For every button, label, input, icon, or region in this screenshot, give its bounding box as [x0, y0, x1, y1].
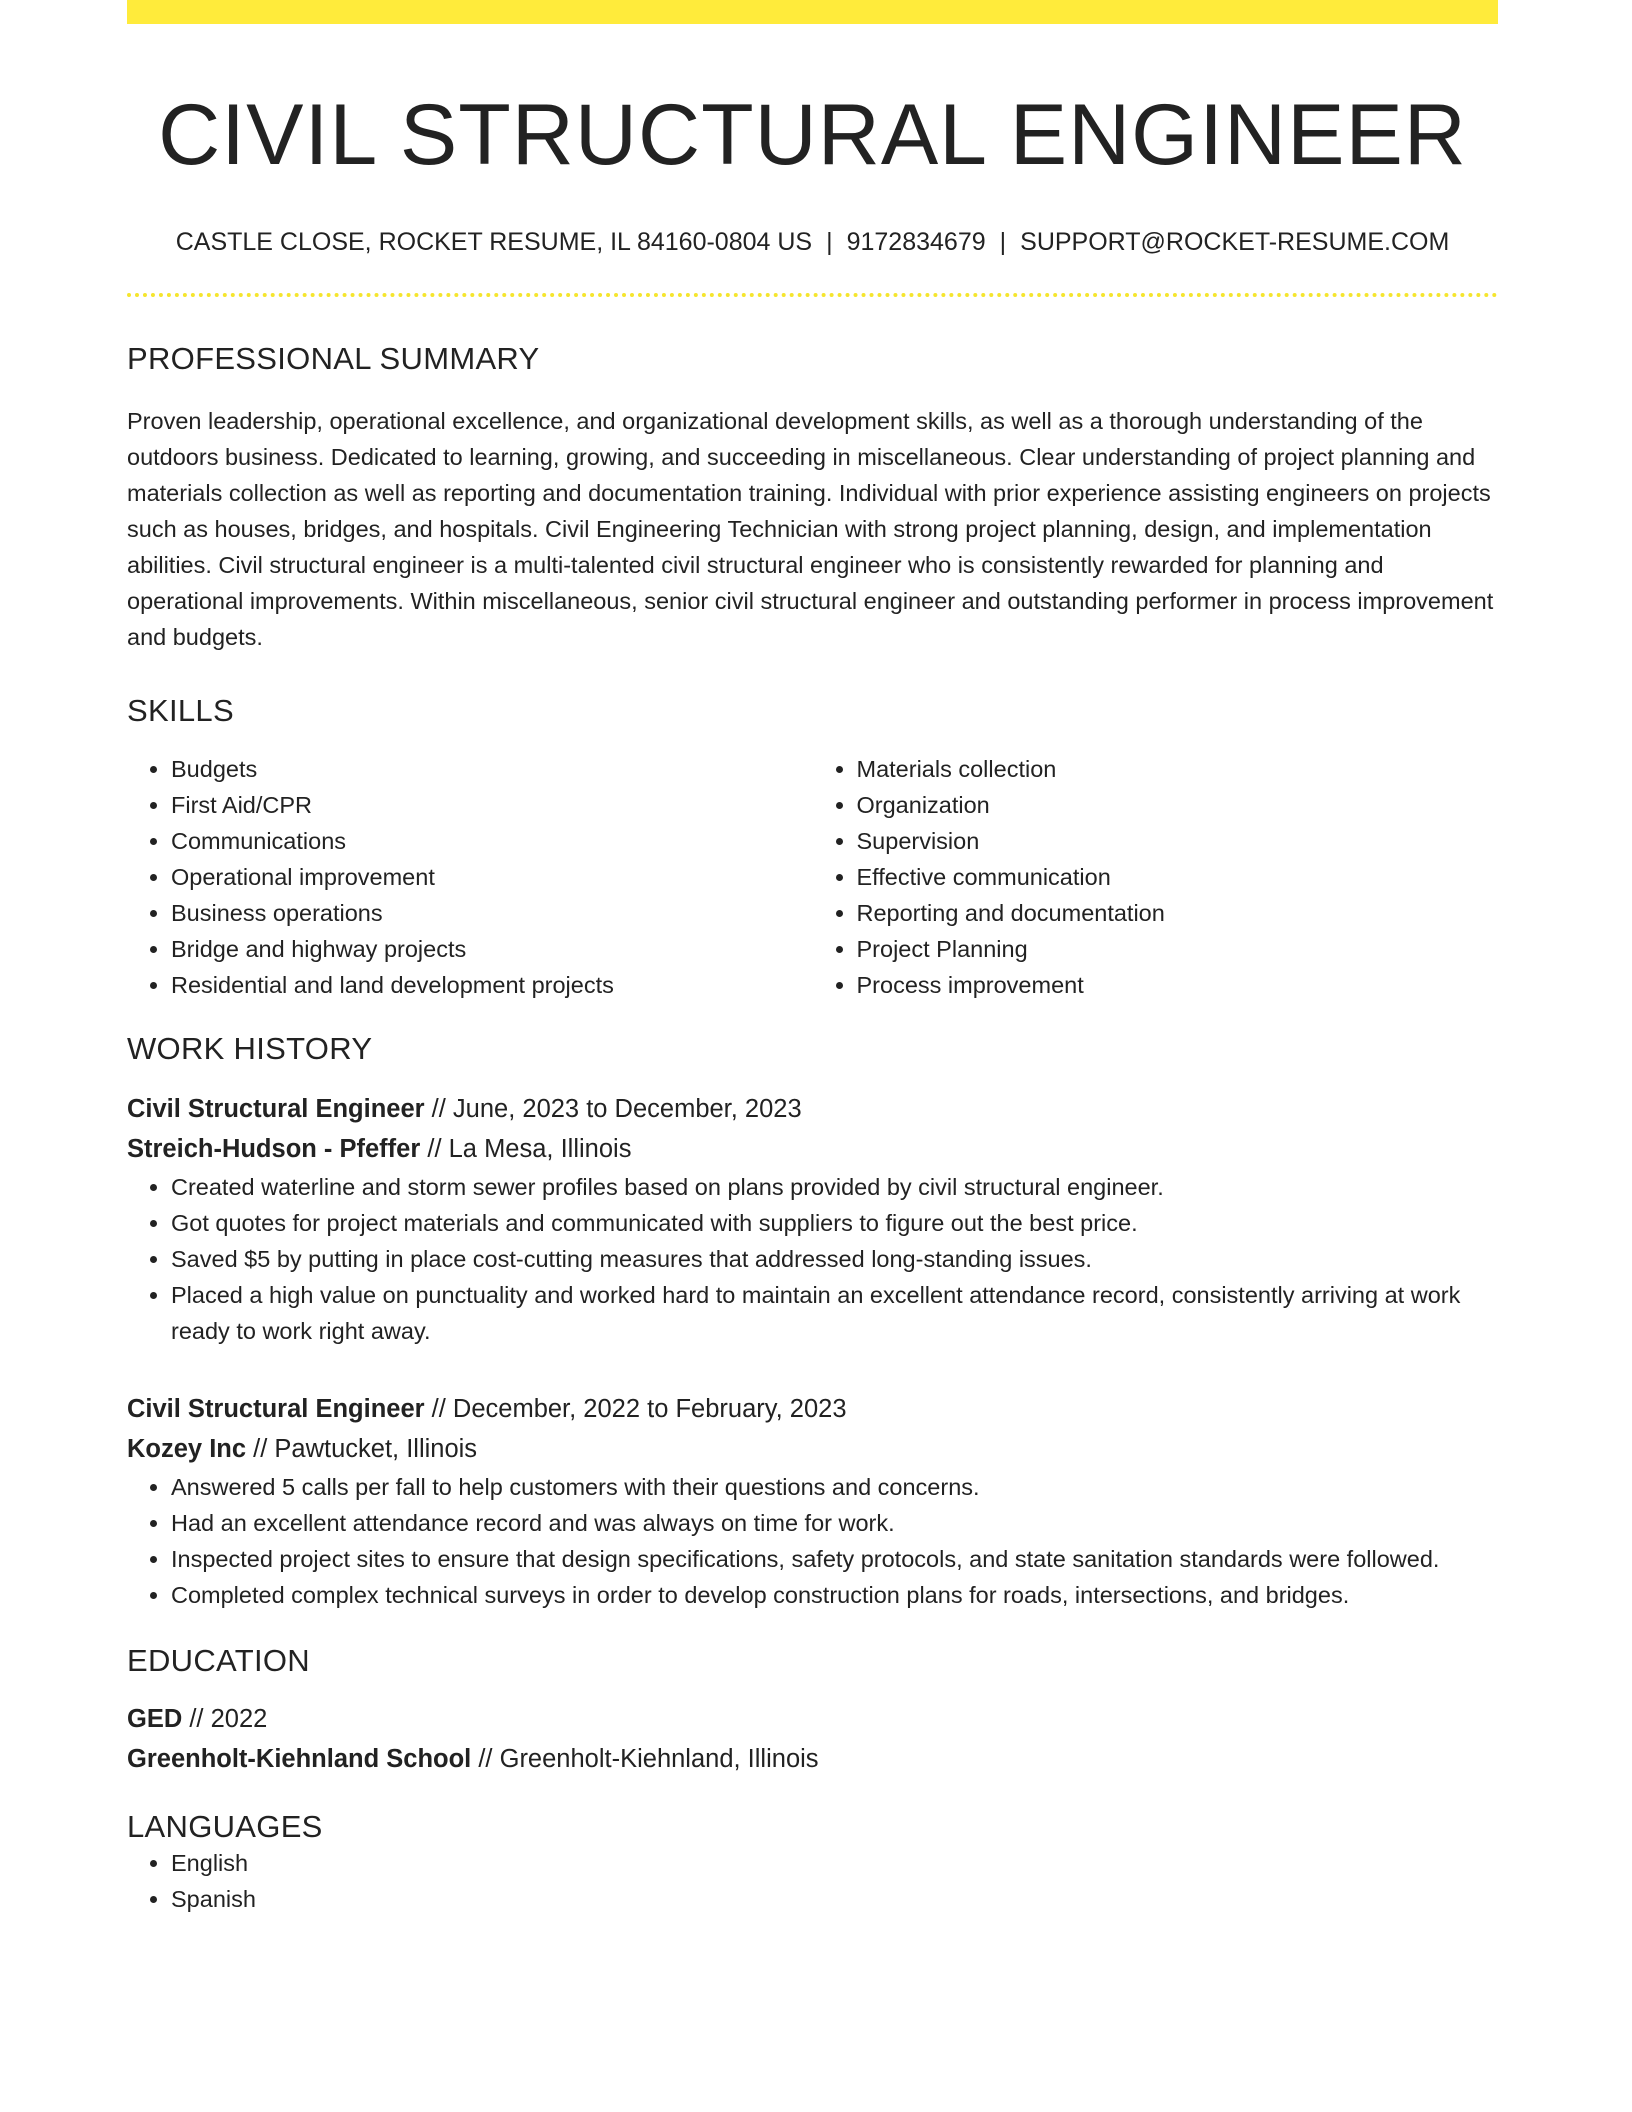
education-location: // Greenholt-Kiehnland, Illinois: [471, 1745, 819, 1774]
skill-item: • Operational improvement: [171, 859, 813, 895]
contact-separator: |: [999, 228, 1007, 257]
job-bullet: • Inspected project sites to ensure that design specifications, safety protocols, and state sanitation standards were followed.: [171, 1541, 1498, 1577]
contact-email: SUPPORT@ROCKET-RESUME.COM: [1020, 228, 1450, 257]
contact-address: CASTLE CLOSE, ROCKET RESUME, IL 84160-0804 US: [175, 228, 813, 257]
skill-item: • Organization: [857, 787, 1499, 823]
education-school: Greenholt-Kiehnland School: [127, 1745, 472, 1774]
skill-item: • Reporting and documentation: [857, 895, 1499, 931]
job-role: Civil Structural Engineer: [127, 1395, 425, 1424]
languages-list: [127, 1845, 1498, 1917]
section-title-summary: PROFESSIONAL SUMMARY: [127, 341, 540, 377]
language-item: • Spanish: [171, 1881, 1498, 1917]
education-entry: [127, 1699, 1498, 1779]
job-bullet: • Created waterline and storm sewer profiles based on plans provided by civil structural engineer.: [171, 1169, 1498, 1205]
contact-phone: 9172834679: [846, 228, 986, 257]
skill-item: • Supervision: [857, 823, 1499, 859]
education-year: // 2022: [182, 1705, 268, 1734]
job-bullet: • Had an excellent attendance record and was always on time for work.: [171, 1505, 1498, 1541]
dotted-divider: [127, 293, 1498, 297]
skill-item: • Materials collection: [857, 751, 1499, 787]
skill-item: • Bridge and highway projects: [171, 931, 813, 967]
skill-item: • Budgets: [171, 751, 813, 787]
accent-top-bar: [127, 0, 1498, 24]
resume-page: [127, 0, 1498, 1917]
section-title-education: EDUCATION: [127, 1643, 310, 1679]
job-bullets: [127, 1469, 1498, 1613]
job-dates: // December, 2022 to February, 2023: [424, 1395, 847, 1424]
job-entry: [127, 1389, 1498, 1613]
job-role: Civil Structural Engineer: [127, 1095, 425, 1124]
education-school-line: [127, 1739, 1498, 1779]
skill-item: • Residential and land development projects: [171, 967, 813, 1003]
skill-item: • Process improvement: [857, 967, 1499, 1003]
job-entry: [127, 1089, 1498, 1349]
job-bullet: • Placed a high value on punctuality and worked hard to maintain an excellent attendance record, consistently arriving at work ready to work right away.: [171, 1277, 1498, 1349]
section-title-skills: SKILLS: [127, 693, 234, 729]
section-title-languages: LANGUAGES: [127, 1809, 323, 1845]
job-company: Streich-Hudson - Pfeffer: [127, 1135, 421, 1164]
job-bullet: • Got quotes for project materials and communicated with suppliers to figure out the best price.: [171, 1205, 1498, 1241]
job-location: // Pawtucket, Illinois: [246, 1435, 478, 1464]
skills-columns: [127, 751, 1498, 1003]
summary-text: Proven leadership, operational excellence, and organizational development skills, as well as a thorough understanding of the outdoors business. Dedicated to learning, growing, and succeeding in miscellaneous. Clear understanding of project planning and materials collection as well as reporting and documentation training. Individual with prior experience assisting engineers on projects such as houses, bridges, and hospitals. Civil Engineering Technician with strong project planning, design, and implementation abilities. Civil structural engineer is a multi-talented civil structural engineer who is consistently rewarded for planning and operational improvements. Within miscellaneous, senior civil structural engineer and outstanding performer in process improvement and budgets.: [127, 408, 1494, 651]
job-company: Kozey Inc: [127, 1435, 247, 1464]
job-location: // La Mesa, Illinois: [420, 1135, 632, 1164]
skill-item: • Effective communication: [857, 859, 1499, 895]
job-company-line: [127, 1129, 1498, 1169]
contact-separator: |: [826, 228, 833, 257]
job-title-line: [127, 1389, 1498, 1429]
skills-list-right: [813, 751, 1499, 1003]
skill-item: • Business operations: [171, 895, 813, 931]
language-item: • English: [171, 1845, 1498, 1881]
job-bullet: • Answered 5 calls per fall to help customers with their questions and concerns.: [171, 1469, 1498, 1505]
job-bullet: • Saved $5 by putting in place cost-cutting measures that addressed long-standing issues.: [171, 1241, 1498, 1277]
skills-list-left: [127, 751, 813, 1003]
job-bullet: • Completed complex technical surveys in order to develop construction plans for roads, intersections, and bridges.: [171, 1577, 1498, 1613]
section-title-work-history: WORK HISTORY: [127, 1031, 373, 1067]
contact-line: [127, 227, 1498, 257]
job-dates: // June, 2023 to December, 2023: [424, 1095, 802, 1124]
skill-item: • Communications: [171, 823, 813, 859]
skill-item: • Project Planning: [857, 931, 1499, 967]
job-bullets: [127, 1169, 1498, 1349]
job-company-line: [127, 1429, 1498, 1469]
skill-item: • First Aid/CPR: [171, 787, 813, 823]
job-title-line: [127, 1089, 1498, 1129]
education-degree: GED: [127, 1705, 183, 1734]
candidate-name: CIVIL STRUCTURAL ENGINEER: [158, 87, 1467, 183]
education-degree-line: [127, 1699, 1498, 1739]
